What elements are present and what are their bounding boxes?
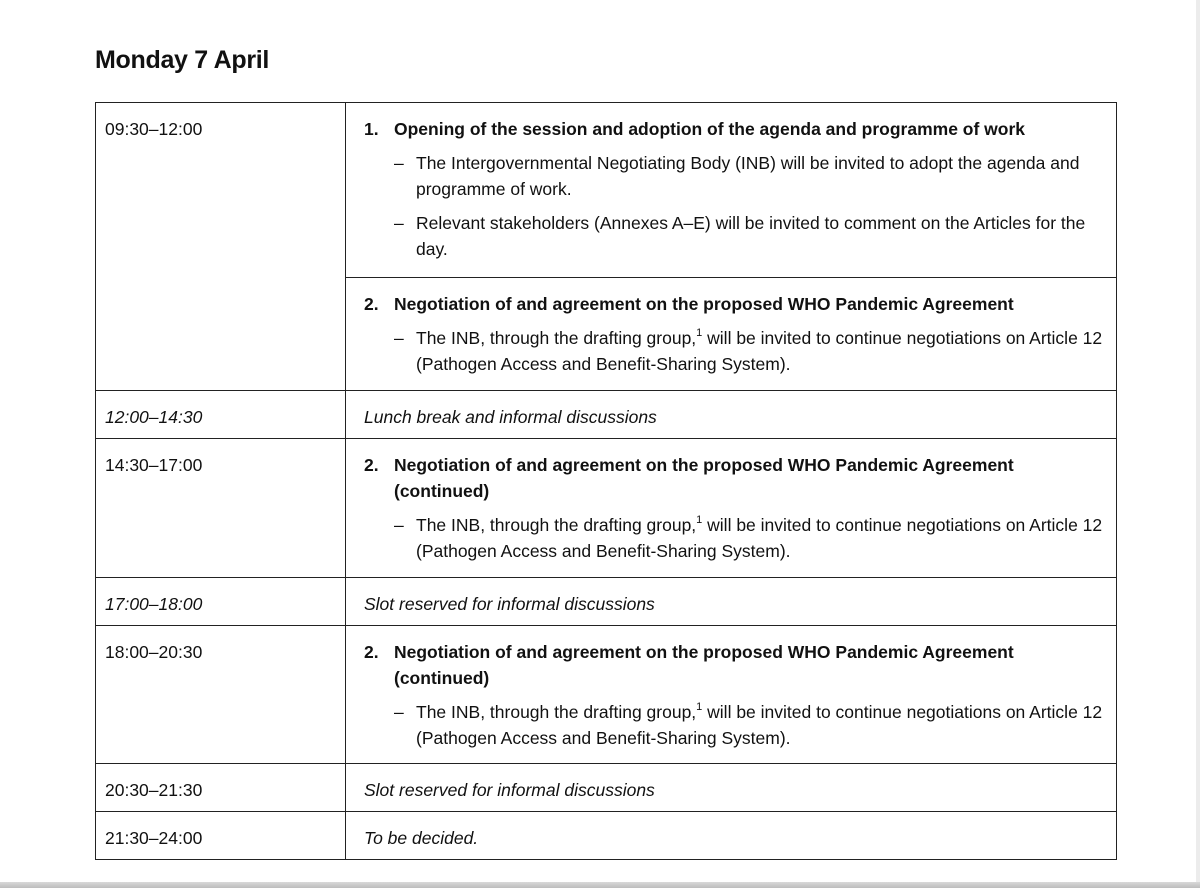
time-label: 09:30–12:00	[105, 119, 203, 139]
bullet-text: The Intergovernmental Negotiating Body (INB) will be invited to adopt the agenda and programme of work.	[416, 153, 1080, 199]
bullet-text-start: The INB, through the drafting group,	[416, 515, 697, 535]
schedule-table	[95, 102, 1117, 860]
agenda-item-number: 2.	[364, 642, 379, 662]
schedule-row	[96, 103, 1117, 278]
time-label: 17:00–18:00	[105, 594, 203, 614]
bullet-text-start: The INB, through the drafting group,	[416, 702, 697, 722]
agenda-item	[364, 291, 1104, 317]
agenda-item-title: Opening of the session and adoption of the agenda and programme of work	[394, 119, 1026, 139]
agenda-cell	[346, 626, 1117, 764]
bullet-dash: –	[394, 702, 404, 722]
time-label: 12:00–14:30	[105, 407, 203, 427]
time-cell	[96, 439, 346, 578]
time-cell	[96, 812, 346, 860]
bullet-dash: –	[394, 213, 404, 233]
time-cell	[96, 578, 346, 626]
bullet-text-start: The INB, through the drafting group,	[416, 328, 697, 348]
agenda-item-number: 1.	[364, 119, 379, 139]
agenda-item-title: Negotiation of and agreement on the proposed WHO Pandemic Agreement (continued)	[394, 455, 1014, 501]
schedule-row	[96, 578, 1117, 626]
time-label: 14:30–17:00	[105, 455, 203, 475]
bullet-text-end: will be invited to continue negotiations on Article 12 (Pathogen Access and Benefit-Sharing System).	[416, 328, 1103, 374]
slot-note: Slot reserved for informal discussions	[364, 594, 655, 614]
agenda-item-title: Negotiation of and agreement on the proposed WHO Pandemic Agreement	[394, 294, 1014, 314]
time-cell	[96, 103, 346, 391]
schedule-row	[96, 439, 1117, 578]
agenda-cell	[346, 391, 1117, 439]
agenda-bullet	[394, 699, 1104, 751]
footnote-ref: 1	[696, 327, 703, 339]
agenda-bullet	[394, 325, 1104, 377]
agenda-cell	[346, 439, 1117, 578]
agenda-item-number: 2.	[364, 455, 379, 475]
agenda-cell	[346, 812, 1117, 860]
agenda-bullet	[394, 210, 1104, 262]
schedule-row	[96, 626, 1117, 764]
bullet-dash: –	[394, 153, 404, 173]
schedule-row	[96, 391, 1117, 439]
footnote-ref: 1	[696, 514, 703, 526]
page-edge-shadow	[0, 882, 1200, 888]
slot-note: Lunch break and informal discussions	[364, 407, 657, 427]
slot-note: To be decided.	[364, 828, 479, 848]
bullet-text	[416, 699, 1104, 751]
agenda-cell	[346, 578, 1117, 626]
page-title: Monday 7 April	[95, 46, 270, 74]
bullet-dash: –	[394, 328, 404, 348]
slot-note: Slot reserved for informal discussions	[364, 780, 655, 800]
time-cell	[96, 391, 346, 439]
time-cell	[96, 764, 346, 812]
time-cell	[96, 626, 346, 764]
agenda-item	[364, 452, 1104, 504]
bullet-text-end: will be invited to continue negotiations on Article 12 (Pathogen Access and Benefit-Sharing System).	[416, 515, 1103, 561]
bullet-text	[416, 325, 1104, 377]
page-edge-shadow	[1196, 0, 1200, 888]
agenda-bullet	[394, 512, 1104, 564]
agenda-item	[364, 116, 1104, 142]
bullet-text	[416, 512, 1104, 564]
agenda-bullet	[394, 150, 1104, 202]
time-label: 18:00–20:30	[105, 642, 203, 662]
time-label: 20:30–21:30	[105, 780, 203, 800]
agenda-cell	[346, 764, 1117, 812]
bullet-text: Relevant stakeholders (Annexes A–E) will be invited to comment on the Articles for the day.	[416, 213, 1086, 259]
schedule-row	[96, 764, 1117, 812]
time-label: 21:30–24:00	[105, 828, 203, 848]
agenda-item	[364, 639, 1104, 691]
schedule-row	[96, 812, 1117, 860]
agenda-item-title: Negotiation of and agreement on the proposed WHO Pandemic Agreement (continued)	[394, 642, 1014, 688]
agenda-cell	[346, 278, 1117, 391]
bullet-text-end: will be invited to continue negotiations on Article 12 (Pathogen Access and Benefit-Sharing System).	[416, 702, 1103, 748]
agenda-cell	[346, 103, 1117, 278]
footnote-ref: 1	[696, 701, 703, 713]
bullet-dash: –	[394, 515, 404, 535]
agenda-item-number: 2.	[364, 294, 379, 314]
